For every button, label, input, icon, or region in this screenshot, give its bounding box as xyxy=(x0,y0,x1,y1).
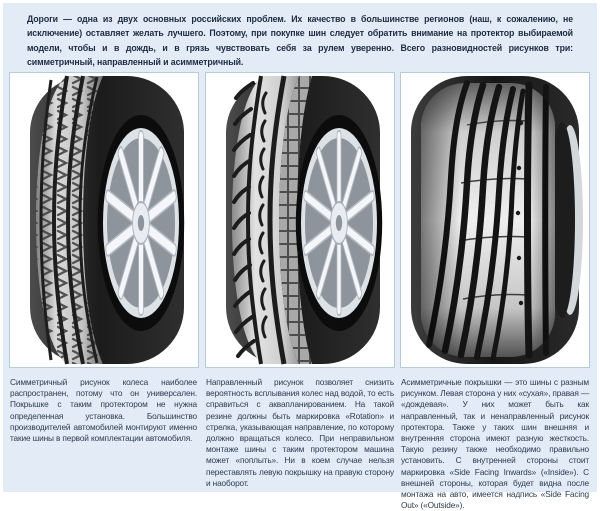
caption-directional-tread: Направленный рисунок позволяет снизить вероятность всплывания колес над водой, то есть справиться с аквапланированием. На такой резине должны быть маркировка «Rotation» и стрелка, указывающая направление, по которому должно вращаться колесо. При неправильном монтаже шины с таким протектором машина может «поплыть». Ни в коем случае нельзя переставлять левую покрышку на правую сторону и наоборот. xyxy=(206,377,394,488)
figure-directional-tire xyxy=(205,72,395,368)
intro-paragraph: Дороги — одна из двух основных российских проблем. Их качество в большинстве регионов (наш, к сожалению, не исключение) оставляет желать лучшего. Поэтому, при покупке шин следует обратить внимание на протектор выбираемой модели, чтобы и в дождь, и в грязь чувствовать себя за рулем уверенно. Всего разновидностей рисунков три: симметричный, направленный и асимметричный. xyxy=(27,14,573,68)
alloy-wheel-1 xyxy=(98,115,184,331)
alloy-wheel-2 xyxy=(296,115,382,331)
caption-asymmetric-tread: Асимметричные покрышки — это шины с разным рисунком. Левая сторона у них «сухая», правая — «дождевая». У них может быть как направленный, так и ненаправленный рисунок протектора. Также у таких шин внешняя и внутренняя сторона имеют разную жесткость. Такую резину также необходимо правильно установить. С внутренней стороны стоит маркировка «Side Facing Inwards» («Inside»). С внешней стороны, которая будет видна после монтажа на авто, имеется надпись «Side Facing Out» («Outside»). xyxy=(401,377,589,511)
figure-asymmetric-tire xyxy=(400,72,590,368)
article-page xyxy=(3,3,597,511)
caption-symmetric-tread: Симметричный рисунок колеса наиболее распространен, потому что он универсален. Покрышке с таким протектором не нужна определенная установка. Большинство производителей автомобилей монтируют именно такие шины в первой комплектации автомобиля. xyxy=(10,377,197,444)
symmetric-tire-photo xyxy=(10,73,198,367)
directional-tire-photo xyxy=(206,73,394,367)
figure-symmetric-tire xyxy=(9,72,199,368)
asymmetric-tire-photo xyxy=(401,73,589,367)
